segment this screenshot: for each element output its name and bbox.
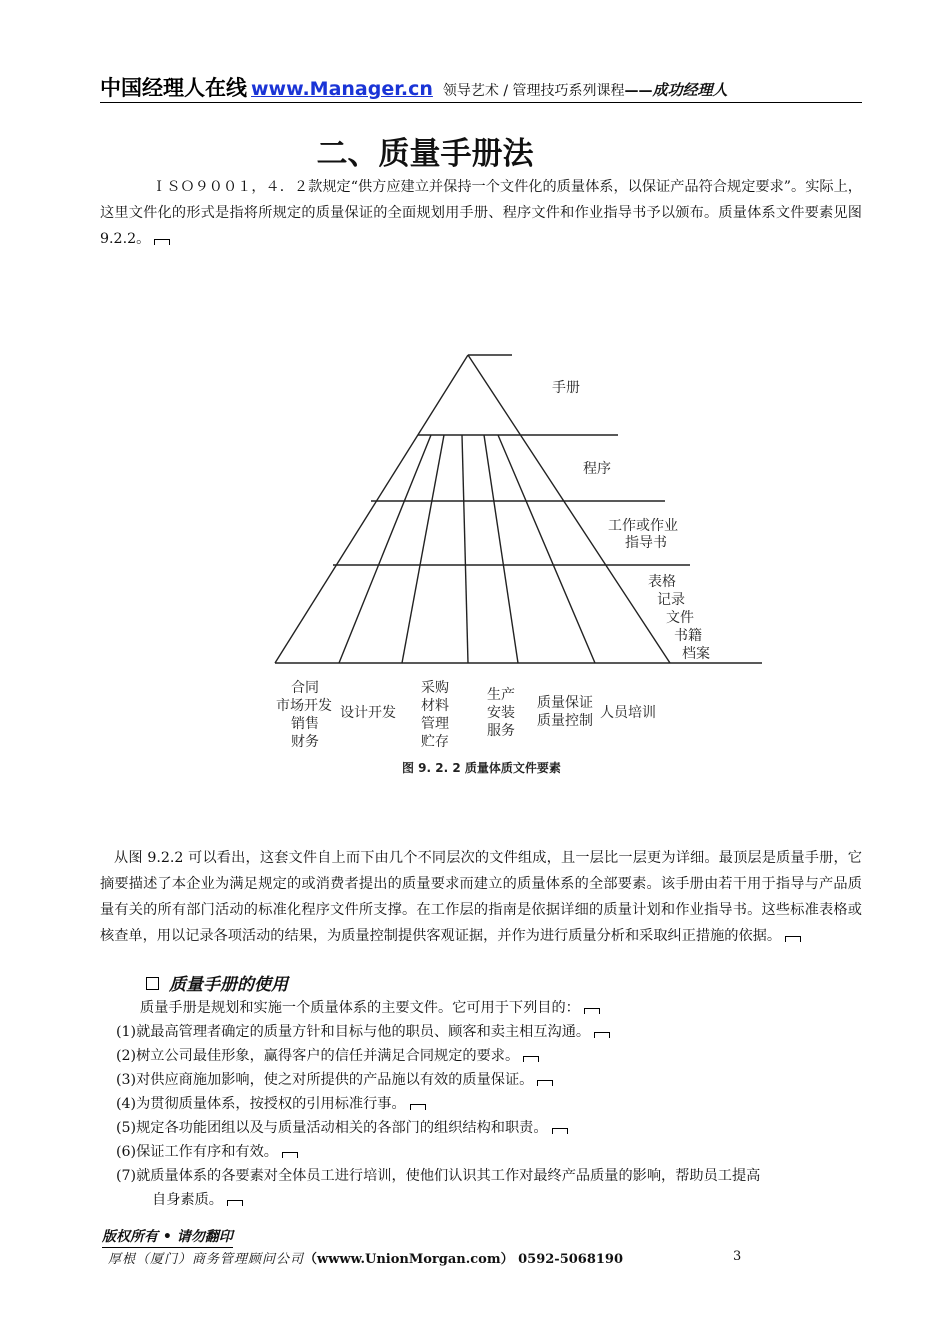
paragraph-mark-icon bbox=[785, 936, 801, 942]
dept-qc: 质量控制 bbox=[537, 713, 593, 729]
list-intro bbox=[116, 996, 862, 1020]
paragraph-mark-icon bbox=[410, 1104, 426, 1110]
list-item-text: (4)为贯彻质量体系，按授权的引用标准行事。 bbox=[116, 1096, 406, 1112]
header-dash: —— bbox=[624, 83, 653, 99]
dept-contract: 合同 bbox=[291, 680, 319, 696]
page-title: 二、质量手册法 bbox=[316, 136, 534, 172]
brand-name: 中国经理人在线 bbox=[100, 76, 247, 100]
dept-installation: 安装 bbox=[487, 705, 515, 721]
list-intro-text: 质量手册是规划和实施一个质量体系的主要文件。它可用于下列目的： bbox=[140, 1000, 580, 1016]
level-label-forms: 表格 bbox=[648, 574, 676, 590]
paragraph-mark-icon bbox=[537, 1080, 553, 1086]
list-item bbox=[116, 1140, 862, 1164]
fan-line-1 bbox=[339, 435, 431, 663]
level-label-files: 文件 bbox=[666, 610, 694, 626]
paragraph-mark-icon bbox=[594, 1032, 610, 1038]
list-item-continuation bbox=[116, 1188, 862, 1212]
dept-finance: 财务 bbox=[291, 734, 319, 750]
footer-phone: 0592-5068190 bbox=[518, 1252, 624, 1267]
level-label-instruction: 指导书 bbox=[625, 535, 667, 551]
section-title: 质量手册的使用 bbox=[169, 975, 288, 995]
paragraph-mark-icon bbox=[154, 239, 170, 245]
footer-website[interactable]: （wwww.UnionMorgan.com） bbox=[304, 1252, 514, 1267]
paragraph-mark-icon bbox=[552, 1128, 568, 1134]
header-slogan: 成功经理人 bbox=[652, 81, 728, 99]
level-label-archives: 档案 bbox=[682, 646, 710, 662]
level-label-work: 工作或作业 bbox=[608, 518, 678, 534]
paragraph-mark-icon bbox=[523, 1056, 539, 1062]
paragraph-mark-icon bbox=[227, 1200, 243, 1206]
dept-material: 材料 bbox=[421, 698, 449, 714]
paragraph-mark-icon bbox=[584, 1008, 600, 1014]
analysis-text: 从图 9.2.2 可以看出，这套文件自上而下由几个不同层次的文件组成，且一层比一层更为详细。最顶层是质量手册，它摘要描述了本企业为满足规定的或消费者提出的质量要求而建立的质量体系的全部要素。该手册由若干用于指导与产品质量有关的所有部门活动的标准化程序文件所支撑。在工作层的指南是依据详细的质量计划和作业指导书。这些标准表格或核查单，用以记录各项活动的结果，为质量控制提供客观证据，并作为进行质量分析和采取纠正措施的依据。 bbox=[100, 850, 862, 944]
copyright-notice: 版权所有 • 请勿翻印 bbox=[102, 1226, 233, 1248]
page-number: 3 bbox=[733, 1249, 742, 1264]
level-label-manual: 手册 bbox=[552, 380, 580, 396]
dept-qa: 质量保证 bbox=[537, 695, 593, 711]
level-label-procedure: 程序 bbox=[583, 461, 611, 477]
list-item-text: (6)保证工作有序和有效。 bbox=[116, 1144, 278, 1160]
list-item-text: (5)规定各功能团组以及与质量活动相关的各部门的组织结构和职责。 bbox=[116, 1120, 548, 1136]
paragraph-mark-icon bbox=[282, 1152, 298, 1158]
intro-paragraph bbox=[100, 174, 862, 252]
list-item bbox=[116, 1020, 862, 1044]
footer-company: 厚根（厦门）商务管理顾问公司 bbox=[108, 1252, 305, 1267]
fan-line-3 bbox=[462, 435, 468, 663]
list-item bbox=[116, 1068, 862, 1092]
dept-production: 生产 bbox=[487, 687, 515, 703]
quality-document-pyramid bbox=[250, 340, 770, 790]
dept-storage: 贮存 bbox=[421, 734, 449, 750]
list-item-text: (1)就最高管理者确定的质量方针和目标与他的职员、顾客和卖主相互沟通。 bbox=[116, 1024, 591, 1040]
level-label-records: 记录 bbox=[657, 592, 685, 608]
dept-design: 设计开发 bbox=[340, 705, 396, 721]
analysis-paragraph bbox=[100, 845, 862, 949]
series-title: 领导艺术 / 管理技巧系列课程 bbox=[442, 83, 625, 99]
list-item-text: (3)对供应商施加影响，使之对所提供的产品施以有效的质量保证。 bbox=[116, 1072, 534, 1088]
fan-line-2 bbox=[402, 435, 444, 663]
dept-management: 管理 bbox=[421, 716, 449, 732]
pyramid-left-side bbox=[275, 355, 468, 663]
dept-marketing: 市场开发 bbox=[276, 698, 332, 714]
intro-text: ＩＳＯ９００１，４．２款规定“供方应建立并保持一个文件化的质量体系，以保证产品符合规定要求”。实际上，这里文件化的形式是指将所规定的质量保证的全面规划用手册、程序文件和作业指导书予以颁布。质量体系文件要素见图 9.2.2。 bbox=[100, 179, 862, 247]
level-label-books: 书籍 bbox=[674, 628, 702, 644]
dept-sales: 销售 bbox=[291, 716, 319, 732]
footer-company-line bbox=[108, 1248, 623, 1267]
pyramid-right-side bbox=[468, 355, 670, 663]
page-header bbox=[100, 72, 862, 103]
list-item bbox=[116, 1044, 862, 1068]
list-item bbox=[116, 1164, 862, 1188]
list-item-text: (7)就质量体系的各要素对全体员工进行培训，使他们认识其工作对最终产品质量的影响，帮助员工提高 bbox=[116, 1168, 761, 1184]
section-heading bbox=[146, 970, 288, 995]
list-item bbox=[116, 1092, 862, 1116]
list-item bbox=[116, 1116, 862, 1140]
figure-caption: 图 9. 2. 2 质量体质文件要素 bbox=[402, 761, 561, 775]
site-link[interactable]: www.Manager.cn bbox=[251, 78, 433, 100]
checkbox-bullet-icon bbox=[146, 977, 159, 990]
dept-service: 服务 bbox=[487, 723, 515, 739]
purpose-list bbox=[116, 996, 862, 1212]
list-item-cont-text: 自身素质。 bbox=[152, 1192, 223, 1208]
dept-training: 人员培训 bbox=[600, 705, 656, 721]
dept-purchase: 采购 bbox=[421, 680, 449, 696]
list-item-text: (2)树立公司最佳形象，赢得客户的信任并满足合同规定的要求。 bbox=[116, 1048, 520, 1064]
